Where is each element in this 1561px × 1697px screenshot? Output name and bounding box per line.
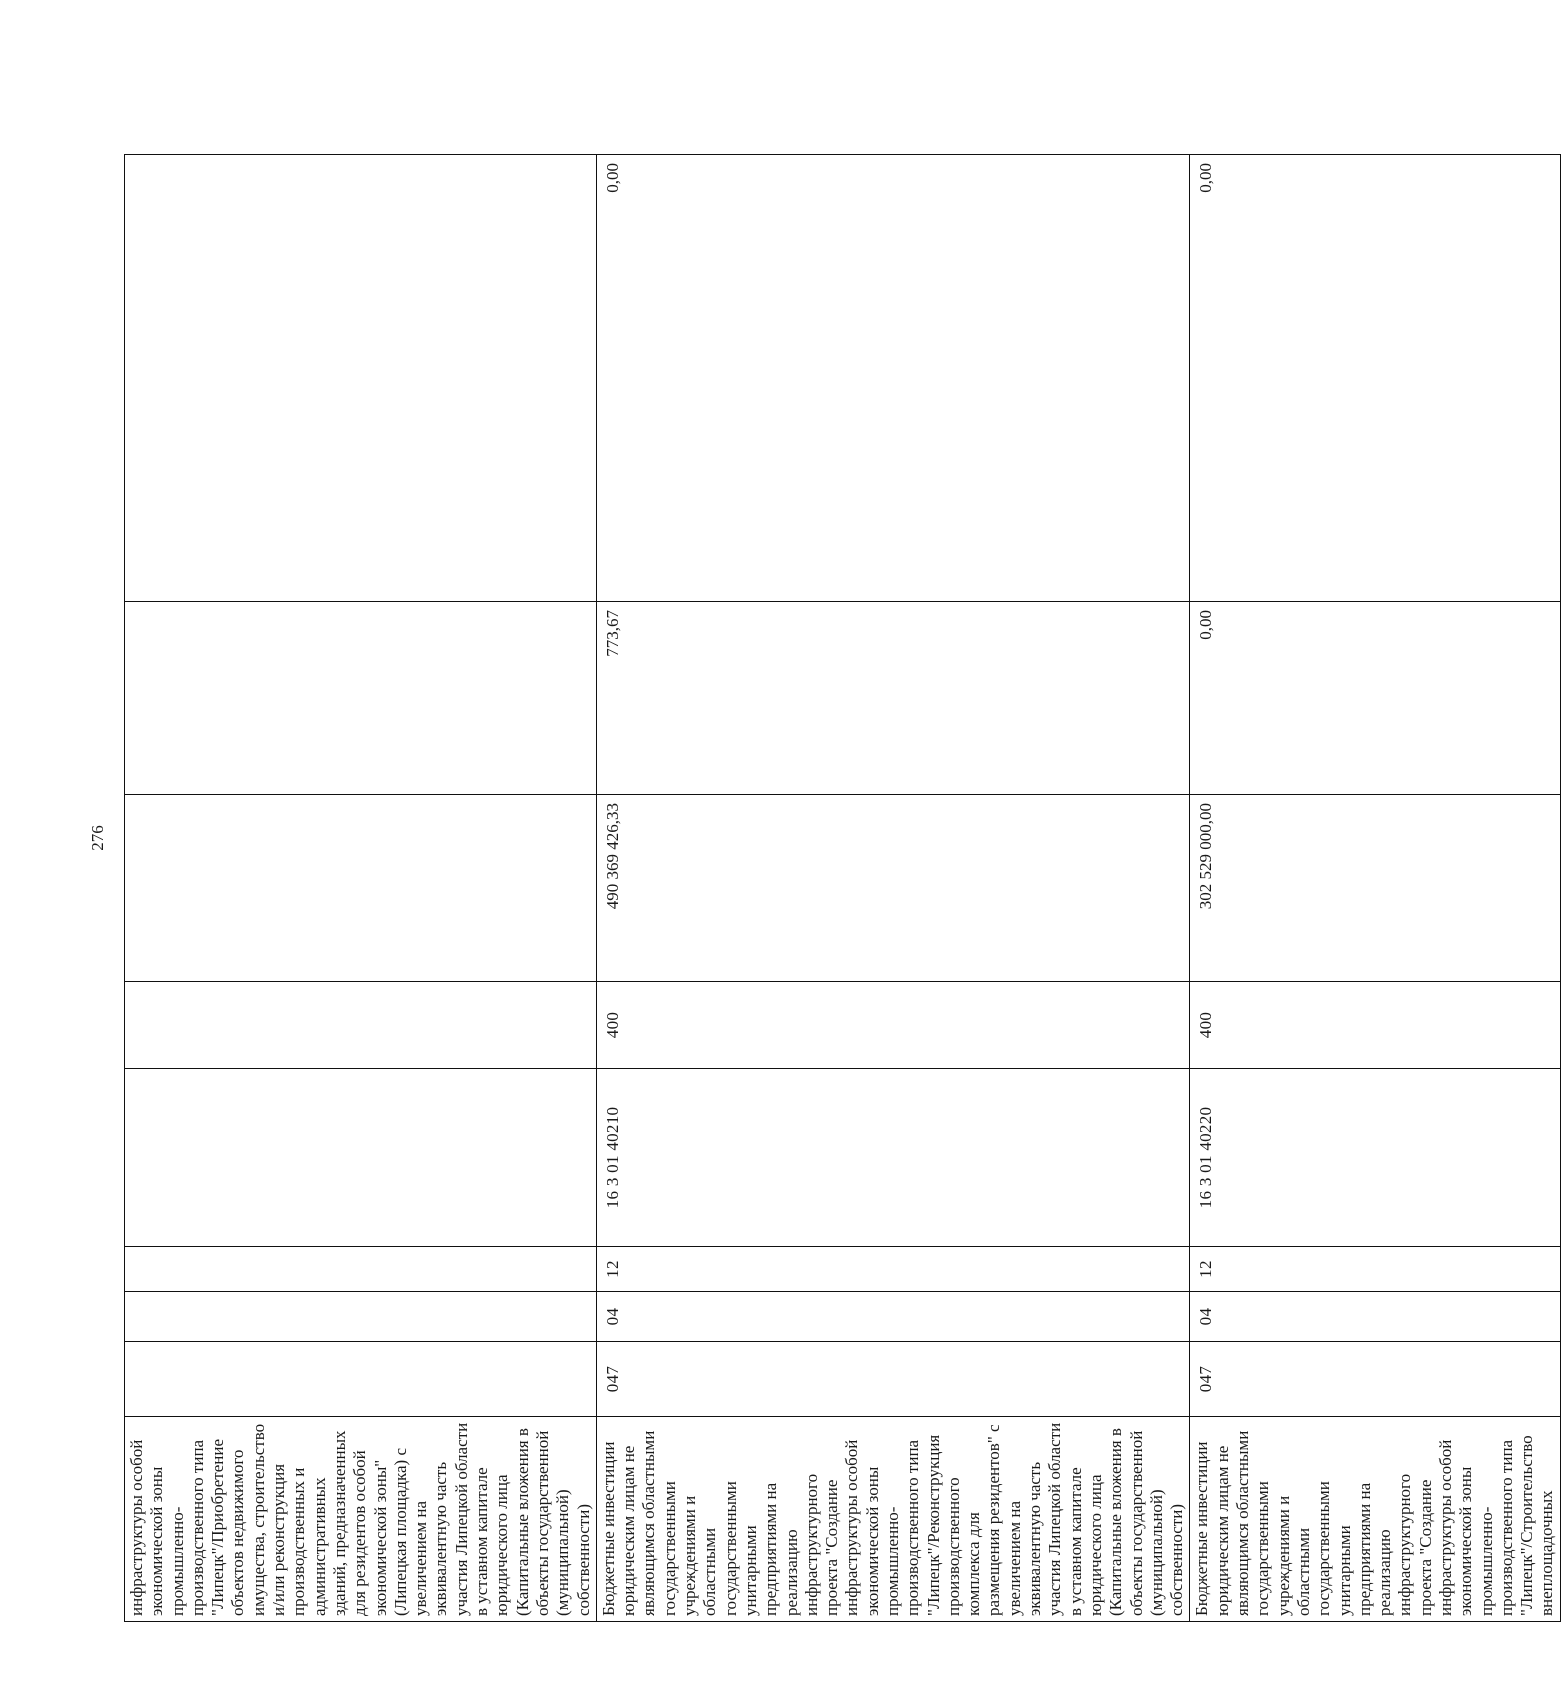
amount-cell: 302 529 000,00	[1190, 795, 1560, 982]
amount-cell: 490 369 426,33	[596, 795, 1190, 982]
table-row	[596, 155, 1190, 1622]
expense-type-cell: 400	[1190, 982, 1560, 1069]
amount2-cell: 0,00	[1190, 155, 1560, 602]
ministry-code-cell	[125, 1342, 597, 1417]
row-description: инфраструктуры особой экономической зоны промышленно-производственного типа "Липецк"/Приобретение объектов недвижимого имущества, строительство и/или реконструкция производственных и административных зданий, предназначенных для резидентов особой экономической зоны" (Липецкая площадка) с увеличением на эквивалентную часть участия Липецкой области в уставном капитале юридического лица (Капитальные вложения в объекты государственной (муниципальной) собственности)	[125, 1417, 597, 1622]
ministry-code-cell: 047	[1190, 1342, 1560, 1417]
percent-cell: 773,67	[596, 602, 1190, 795]
ministry-code-cell: 047	[596, 1342, 1190, 1417]
rotated-page-content	[124, 155, 1557, 1622]
section-code-cell	[125, 1292, 597, 1342]
target-article-cell	[125, 1069, 597, 1247]
subsection-code-cell: 12	[1190, 1247, 1560, 1292]
amount-cell	[125, 795, 597, 982]
amount2-cell: 0,00	[596, 155, 1190, 602]
section-code-cell: 04	[1190, 1292, 1560, 1342]
expense-type-cell	[125, 982, 597, 1069]
row-description: Бюджетные инвестиции юридическим лицам не являющимся областными государственными учреждениями и областными государственными унитарными предприятиями на реализацию инфраструктурного проекта "Создание инфраструктуры особой экономической зоны промышленно-производственного типа "Липецк"/Строительство внеплощадочных	[1190, 1417, 1560, 1622]
target-article-cell: 16 3 01 40210	[596, 1069, 1190, 1247]
amount2-cell	[125, 155, 597, 602]
table-row	[1190, 155, 1560, 1622]
percent-cell	[125, 602, 597, 795]
subsection-code-cell	[125, 1247, 597, 1292]
percent-cell: 0,00	[1190, 602, 1560, 795]
table-row	[125, 155, 597, 1622]
subsection-code-cell: 12	[596, 1247, 1190, 1292]
target-article-cell: 16 3 01 40220	[1190, 1069, 1560, 1247]
row-description: Бюджетные инвестиции юридическим лицам не являющимся областными государственными учреждениями и областными государственными унитарными предприятиями на реализацию инфраструктурного проекта "Создание инфраструктуры особой экономической зоны промышленно-производственного типа "Липецк"/Реконструкция производственного комплекса для размещения резидентов" с увеличением на эквивалентную часть участия Липецкой области в уставном капитале юридического лица (Капитальные вложения в объекты государственной (муниципальной) собственности)	[596, 1417, 1190, 1622]
budget-table	[124, 154, 1561, 1622]
expense-type-cell: 400	[596, 982, 1190, 1069]
section-code-cell: 04	[596, 1292, 1190, 1342]
page-number: 276	[88, 825, 107, 851]
